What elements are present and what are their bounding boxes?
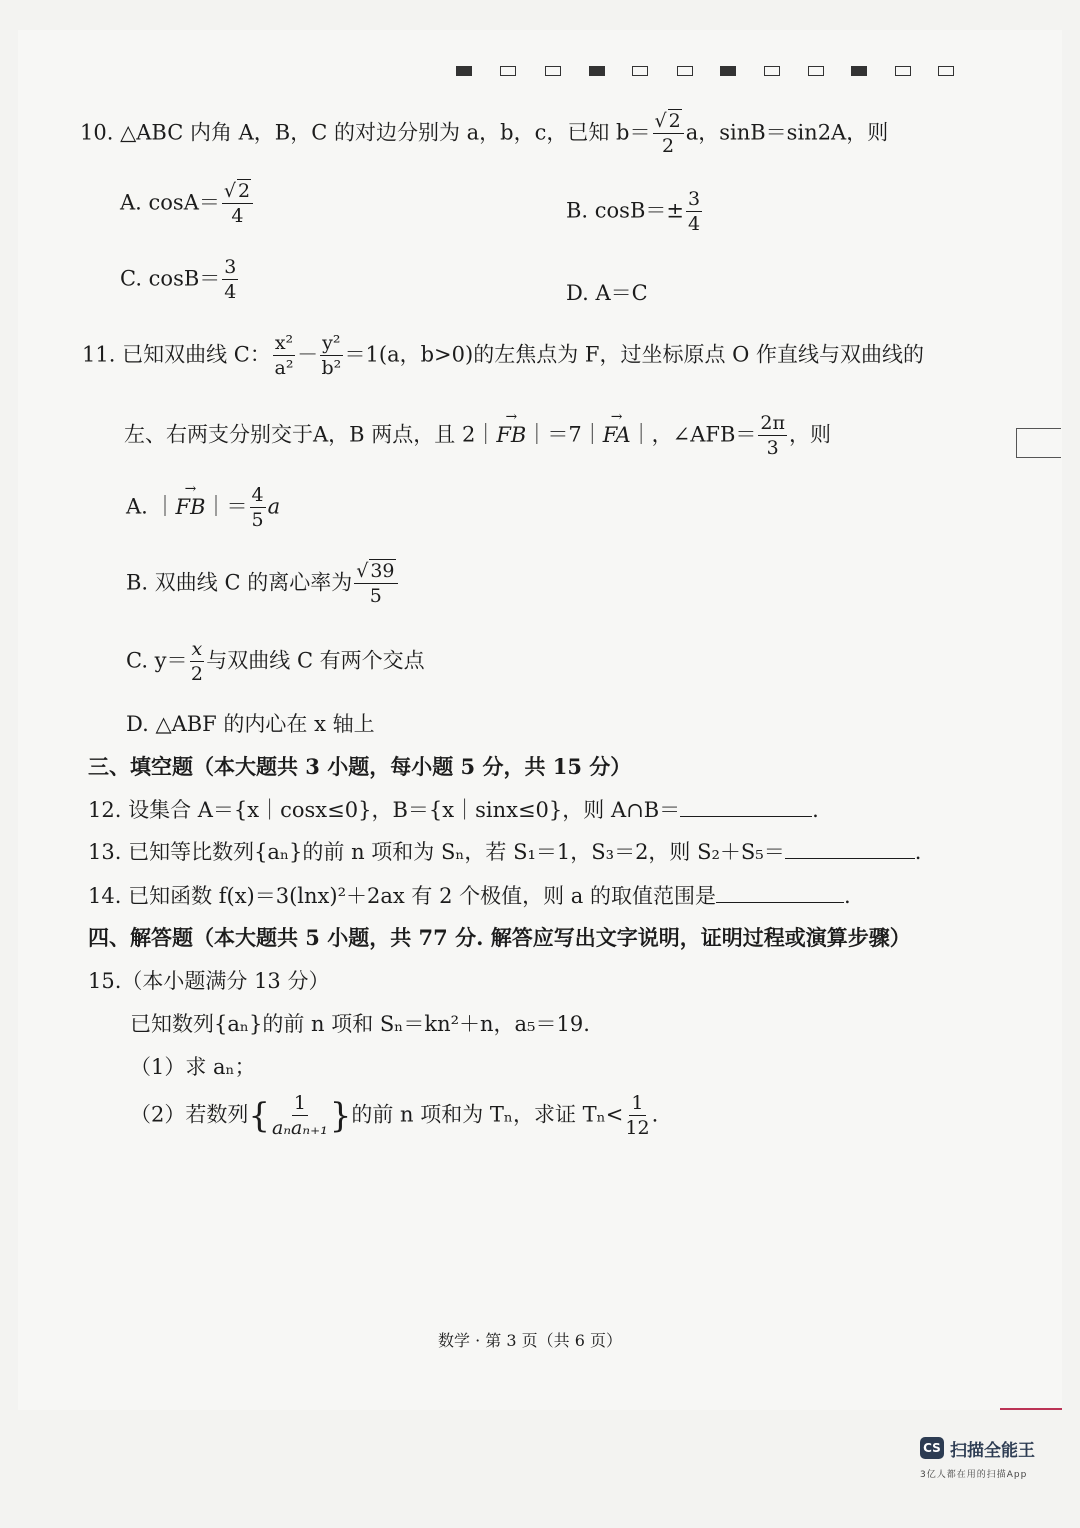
q15-title: 15.（本小题满分 13 分）	[88, 969, 330, 993]
q12-answer-blank[interactable]	[680, 798, 812, 817]
reg-mark	[545, 66, 561, 76]
q12: 12. 设集合 A＝{x｜cosx≤0}，B＝{x｜sinx≤0}，则 A∩B＝ .	[88, 798, 819, 822]
q14-answer-blank[interactable]	[716, 884, 844, 903]
reg-mark	[632, 66, 648, 76]
q11-option-a: A. ｜→ FB｜＝ $\frac{4}{5}$ a	[126, 486, 280, 530]
q15-given: 已知数列{aₙ}的前 n 项和 Sₙ＝kn²＋n，a₅＝19.	[130, 1012, 590, 1036]
section-4-heading: 四、解答题（本大题共 5 小题，共 77 分. 解答应写出文字说明，证明过程或演算步骤）	[88, 925, 911, 950]
q13: 13. 已知等比数列{aₙ}的前 n 项和为 Sₙ，若 S₁＝1，S₃＝2，则 S₂＋S₅＝ .	[88, 840, 922, 864]
reg-mark	[500, 66, 516, 76]
reg-mark	[677, 66, 693, 76]
q11-option-b: B. 双曲线 C 的离心率为 $\frac{√ 39}{5}$	[126, 562, 400, 606]
reg-mark	[720, 66, 736, 76]
binding-corner-mark	[1016, 428, 1061, 458]
q10-option-d: D. A＝C	[566, 281, 648, 305]
q10-option-c: C. cosB＝ $\frac{3}{4}$	[120, 256, 237, 303]
page-footer: 数学 · 第 3 页（共 6 页）	[438, 1331, 622, 1350]
q11-stem-line2: 左、右两支分别交于A，B 两点，且 2｜→ FB｜＝7｜→ FA｜，∠AFB＝ $\frac{2\pi}{3}$ ，则	[124, 414, 831, 458]
reg-mark	[895, 66, 911, 76]
q11-option-c: C. y＝ $\frac{x}{2}$ 与双曲线 C 有两个交点	[126, 638, 425, 685]
reg-mark	[589, 66, 605, 76]
reg-mark	[456, 66, 472, 76]
q14: 14. 已知函数 f(x)＝3(lnx)²＋2ax 有 2 个极值，则 a 的取值范围是 .	[88, 884, 851, 908]
q10-option-a: A. cosA＝ $\frac{√ 2}{4}$	[120, 182, 255, 226]
q11-option-d: D. △ABF 的内心在 x 轴上	[126, 712, 375, 736]
q10-stem: 10. △ABC 内角 A，B，C 的对边分别为 a，b，c，已知 b＝ $\frac{√ 2}{2}$ a，sinB＝sin2A，则	[80, 110, 889, 157]
edge-rule	[1000, 1408, 1062, 1410]
q10-option-b: B. cosB＝± $\frac{3}{4}$	[566, 188, 701, 235]
scanner-logo-icon: CS	[920, 1437, 944, 1459]
scanner-tagline: 3亿人都在用的扫描App	[920, 1470, 1028, 1480]
reg-mark	[851, 66, 867, 76]
reg-mark	[764, 66, 780, 76]
scanner-app-name: 扫描全能王	[950, 1441, 1035, 1461]
q15-part2: （2）若数列{ $\frac{1}{\text{aₙaₙ₊₁}}$ }的前 n 项和为 Tₙ，求证 Tₙ< $\frac{1}{12}$ .	[130, 1092, 659, 1139]
reg-mark	[808, 66, 824, 76]
section-3-heading: 三、填空题（本大题共 3 小题，每小题 5 分，共 15 分）	[88, 754, 632, 779]
q11-stem-line1: 11. 已知双曲线 C： $\frac{\text{x²}}{\text{a²}}$ － $\frac{\text{y²}}{\text{b²}}$ ＝1(a，b>0)的左焦点为 F，过坐标原点 O 作直线与双曲线的	[82, 332, 925, 379]
q15-part1: （1）求 aₙ；	[130, 1055, 256, 1079]
q13-answer-blank[interactable]	[785, 840, 915, 859]
reg-mark	[938, 66, 954, 76]
